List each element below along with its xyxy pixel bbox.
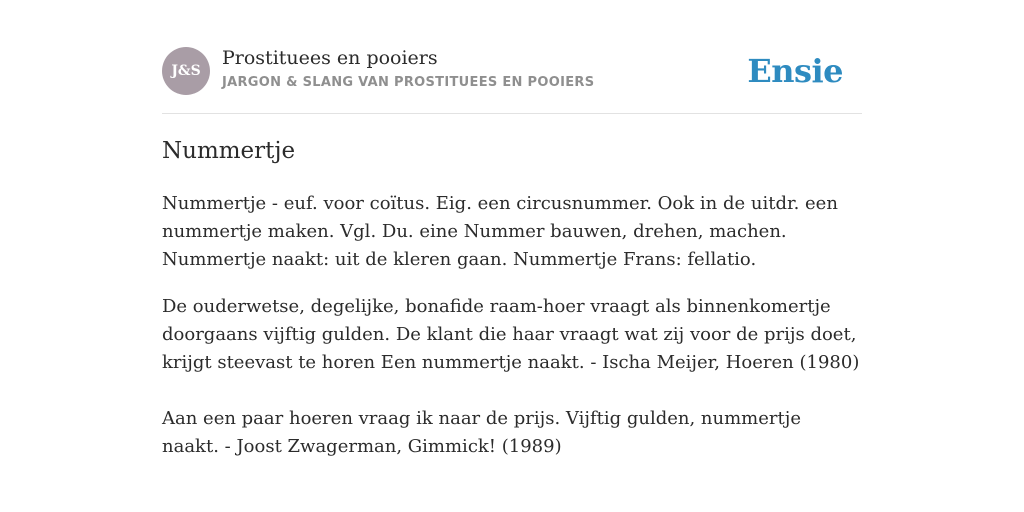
- dictionary-header: [162, 46, 862, 96]
- dictionary-title-link[interactable]: Prostituees en pooiers: [222, 47, 438, 69]
- entry-quote: De ouderwetse, degelijke, bonafide raam-hoer vraagt als binnenkomertje doorgaans vijftig gulden. De klant die haar vraagt wat zij voor de prijs doet, krijgt steevast te horen Een nummertje naakt. - Ischa Meijer, Hoeren (1980): [162, 296, 860, 373]
- header-divider: [162, 113, 862, 114]
- entry-quote: Aan een paar hoeren vraag ik naar de prijs. Vijftig gulden, nummertje naakt. - Joost Zwagerman, Gimmick! (1989): [162, 408, 801, 457]
- dictionary-avatar[interactable]: J&S: [162, 47, 210, 95]
- entry-definition: Nummertje - euf. voor coïtus. Eig. een circusnummer. Ook in de uitdr. een nummertje maken. Vgl. Du. eine Nummer bauwen, drehen, machen. Nummertje naakt: uit de kleren gaan. Nummertje Frans: fellatio.: [162, 193, 838, 270]
- dictionary-subtitle: JARGON & SLANG VAN PROSTITUEES EN POOIERS: [222, 75, 595, 90]
- entry-term: Nummertje: [162, 138, 296, 164]
- ensie-logo[interactable]: Ensie: [747, 52, 843, 90]
